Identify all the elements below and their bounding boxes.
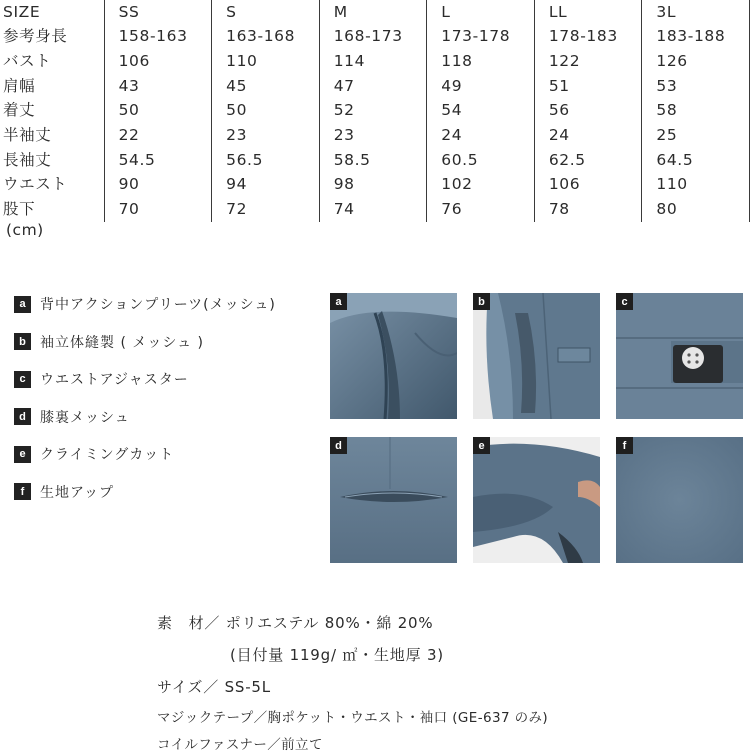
size-header-cell: M [319,0,427,25]
size-header-cell: L [427,0,535,25]
table-cell: 78 [534,198,642,223]
table-cell: 110 [212,49,320,74]
table-cell: 72 [212,198,320,223]
photo-waist-adjuster [616,293,743,419]
feature-item [14,294,276,314]
table-cell: 118 [427,49,535,74]
table-cell: 102 [427,173,535,198]
table-cell: 106 [534,173,642,198]
row-label: 股下 [3,200,36,219]
table-cell: 50 [212,99,320,124]
table-cell: 64.5 [642,148,750,173]
waist-adjuster-illustration [616,293,743,419]
row-label: 肩幅 [3,76,36,95]
table-row [0,49,750,74]
table-cell: 43 [104,74,212,99]
unit-label: (cm) [6,221,44,239]
photo-letter-tag: d [330,437,347,454]
feature-item [14,369,276,389]
table-cell: 58.5 [319,148,427,173]
table-cell: 50 [104,99,212,124]
table-cell: 80 [642,198,750,223]
feature-letter-badge: a [14,296,31,313]
photo-knee-mesh [330,437,457,563]
table-cell: 76 [427,198,535,223]
photo-letter-tag: f [616,437,633,454]
table-cell: 54.5 [104,148,212,173]
photo-letter-tag: b [473,293,490,310]
photo-letter-tag: a [330,293,347,310]
table-cell: 54 [427,99,535,124]
table-row [0,123,750,148]
feature-text: 背中アクションプリーツ(メッシュ) [40,297,276,313]
row-label: ウエスト [3,175,68,194]
table-cell: 23 [319,123,427,148]
table-cell: 60.5 [427,148,535,173]
feature-letter-badge: b [14,333,31,350]
feature-letter-badge: c [14,371,31,388]
feature-text: クライミングカット [40,447,175,463]
row-label: 長袖丈 [3,150,52,169]
feature-text: 生地アップ [40,484,115,501]
table-row [0,148,750,173]
size-header-cell: SS [104,0,212,25]
table-cell: 70 [104,198,212,223]
table-row [0,173,750,198]
climbing-cut-illustration [473,437,600,563]
feature-letter-badge: f [14,483,31,500]
table-cell: 58 [642,99,750,124]
size-header-cell: S [212,0,320,25]
row-label: 着丈 [3,101,36,120]
row-label: バスト [3,51,52,70]
feature-letter-badge: d [14,408,31,425]
table-cell: 178-183 [534,25,642,50]
table-cell: 173-178 [427,25,535,50]
table-cell: 22 [104,123,212,148]
table-cell: 62.5 [534,148,642,173]
size-header-row [0,0,750,25]
size-header-cell: LL [534,0,642,25]
table-cell: 45 [212,74,320,99]
photo-letter-tag: e [473,437,490,454]
table-cell: 56.5 [212,148,320,173]
table-cell: 122 [534,49,642,74]
table-cell: 52 [319,99,427,124]
spec-weight: (目付量 119g/ ㎡・生地厚 3) [230,646,444,664]
feature-item [14,482,276,502]
table-cell: 24 [534,123,642,148]
feature-item [14,407,276,427]
table-cell: 126 [642,49,750,74]
spec-features-line2: コイルファスナー／前立て [157,737,323,753]
table-cell: 110 [642,173,750,198]
table-cell: 183-188 [642,25,750,50]
photo-climbing-cut [473,437,600,563]
feature-item [14,444,276,464]
photo-fabric-closeup [616,437,743,563]
feature-text: 袖立体縫製 ( メッシュ ) [40,334,204,351]
photo-sleeve-mesh [473,293,600,419]
table-cell: 24 [427,123,535,148]
row-label: 半袖丈 [3,126,52,145]
table-cell: 114 [319,49,427,74]
spec-material: 素 材／ ポリエステル 80%・綿 20% [157,614,434,632]
table-row [0,99,750,124]
size-header-cell: 3L [642,0,750,25]
feature-letter-badge: e [14,446,31,463]
photo-back-pleat [330,293,457,419]
table-cell: 168-173 [319,25,427,50]
feature-list [14,294,276,519]
photo-letter-tag: c [616,293,633,310]
row-label: 参考身長 [3,27,68,46]
knee-mesh-illustration [330,437,457,563]
table-row [0,25,750,50]
feature-text: 膝裏メッシュ [40,409,130,426]
feature-text: ウエストアジャスター [40,372,189,388]
table-cell: 74 [319,198,427,223]
table-cell: 90 [104,173,212,198]
table-cell: 158-163 [104,25,212,50]
table-cell: 94 [212,173,320,198]
fabric-closeup-illustration [616,437,743,563]
table-cell: 56 [534,99,642,124]
size-table [0,0,750,222]
table-cell: 106 [104,49,212,74]
feature-item [14,332,276,352]
back-pleat-illustration [330,293,457,419]
spec-size: サイズ／ SS-5L [157,678,271,696]
table-row [0,74,750,99]
table-cell: 25 [642,123,750,148]
table-cell: 163-168 [212,25,320,50]
table-cell: 98 [319,173,427,198]
table-cell: 49 [427,74,535,99]
size-header-label: SIZE [3,2,41,21]
table-row [0,198,750,223]
table-cell: 53 [642,74,750,99]
spec-features-line1: マジックテープ／胸ポケット・ウエスト・袖口 (GE-637 のみ) [157,710,549,726]
table-cell: 51 [534,74,642,99]
sleeve-mesh-illustration [473,293,600,419]
table-cell: 47 [319,74,427,99]
table-cell: 23 [212,123,320,148]
